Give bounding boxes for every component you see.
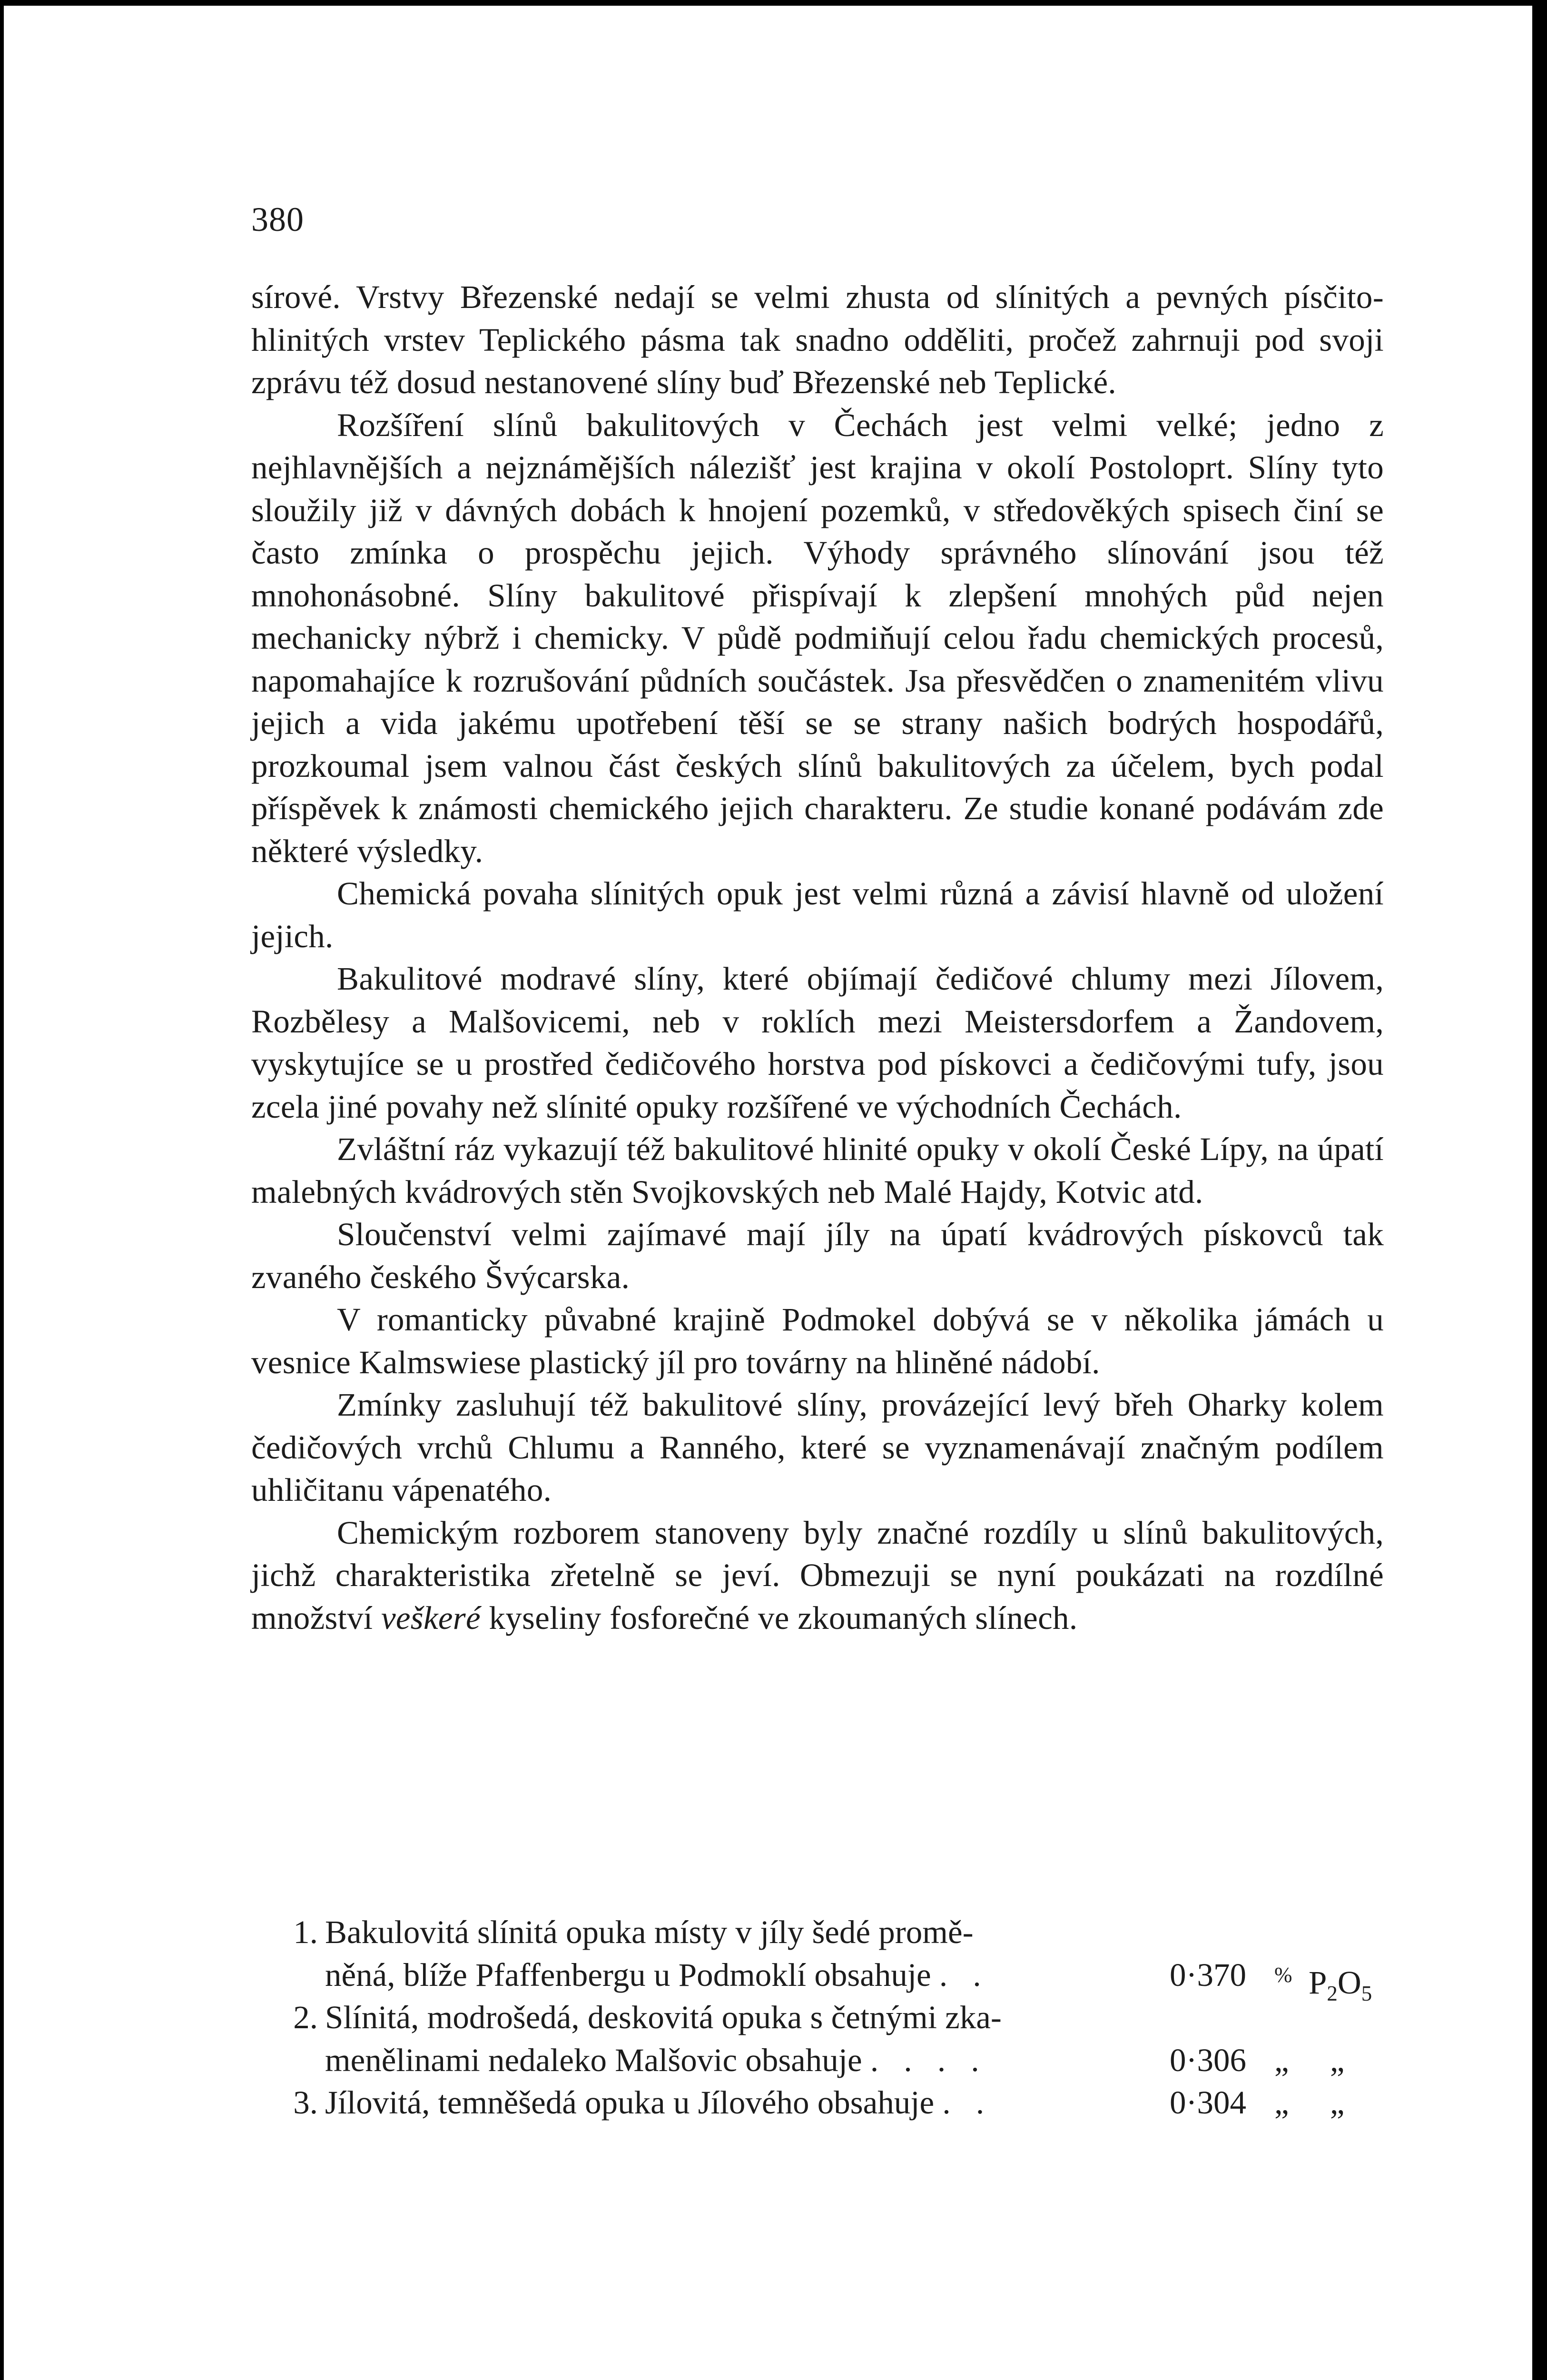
list-item-unit: % $P_2O_5$ [1274, 1963, 1372, 2005]
paragraph-6: Sloučenství velmi zajímavé mají jíly na úpatí kvádrových pískovců tak zvaného českého Švýcarska. [251, 1216, 1384, 1295]
leader-dots: . . [939, 1956, 990, 1993]
paragraph-4: Bakulitové modravé slíny, které objímají čedičové chlumy mezi Jílovem, Rozbělesy a Malšovicemi, neb v roklích mezi Meistersdorfem a Žandovem, vyskytujíce se u prostřed čedičového horstva pod pískovci a čedičovými tufy, jsou zcela jiné povahy než slínité opuky rozšířené ve východních Čechách. [251, 961, 1384, 1125]
list-item [251, 1996, 1384, 2082]
list-item-line: menělinami nedaleko Malšovic obsahuje . . . . [325, 2042, 988, 2078]
paragraph-1: sírové. Vrstvy Březenské nedají se velmi zhusta od slínitých a pevných písčito-hlinitých vrstev Teplického pásma tak snadno odděliti, pročež zahrnuji pod svoji zprávu též dosud nestanovené slíny buď Březenské neb Teplické. [251, 279, 1384, 400]
page-number: 380 [251, 200, 304, 238]
leader-dots: . . [942, 2084, 993, 2121]
paragraph-7: V romanticky půvabné krajině Podmokel dobývá se v několika jámách u vesnice Kalmswiese plastický jíl pro továrny na hliněné nádobí. [251, 1301, 1384, 1380]
list-item [251, 2082, 1384, 2124]
paragraph-3: Chemická povaha slínitých opuk jest velmi různá a závisí hlavně od uložení jejich. [251, 875, 1384, 954]
paragraph-9 [251, 1512, 1384, 1640]
list-item-number: 2. [293, 1999, 318, 2035]
leader-dots: . . . . [870, 2042, 988, 2078]
list-item-unit: „ „ [1274, 2042, 1345, 2078]
list-item-line: Slínitá, modrošedá, deskovitá opuka s četnými zka- [325, 1999, 1002, 2035]
list-item-number: 3. [293, 2084, 318, 2121]
list-item-description [325, 1911, 1196, 1996]
list-item-line: Bakulovitá slínitá opuka místy v jíly šedé promě- [325, 1914, 974, 1950]
list-item-value: 0·370 [1170, 1956, 1246, 1993]
paragraph-9-after: kyseliny fosforečné ve zkoumaných slínech. [480, 1599, 1078, 1636]
list-item-description [325, 2082, 1196, 2124]
list-item-line: Jílovitá, temněšedá opuka u Jílového obsahuje . . [325, 2084, 993, 2121]
paragraph-9-before: Chemickým rozborem stanoveny byly značné rozdíly u slínů bakulitových, jichž charakteristika zřetelně se jeví. Obmezuji se nyní poukázati na rozdílné množství [251, 1514, 1384, 1636]
body-text [251, 276, 1384, 1639]
paragraph-5: Zvláštní ráz vykazují též bakulitové hlinité opuky v okolí České Lípy, na úpatí malebných kvádrových stěn Svojkovských neb Malé Hajdy, Kotvic atd. [251, 1131, 1384, 1210]
list-item-number: 1. [293, 1914, 318, 1950]
list-item-value: 0·304 [1170, 2084, 1246, 2121]
list-item [251, 1911, 1384, 2005]
list-item-value: 0·306 [1170, 2042, 1246, 2078]
list-item-line: něná, blíže Pfaffenbergu u Podmoklí obsahuje . . [325, 1956, 990, 1993]
list-item-unit: „ „ [1274, 2084, 1345, 2121]
paragraph-9-emphasis: veškeré [381, 1599, 481, 1636]
paragraph-2: Rozšíření slínů bakulitových v Čechách jest velmi velké; jedno z nejhlavnějších a nejznámějších nálezišť jest krajina v okolí Postoloprt. Slíny tyto sloužily již v dávných dobách k hnojení pozemků, v středověkých spisech činí se často zmínka o prospěchu jejich. Výhody správného slínování jsou též mnohonásobné. Slíny bakulitové přispívají k zlepšení mnohých půd nejen mechanicky nýbrž i chemicky. V půdě podmiňují celou řadu chemických procesů, napomahajíce k rozrušování půdních součástek. Jsa přesvědčen o znamenitém vlivu jejich a vida jakému upotřebení těší se se strany našich bodrých hospodářů, prozkoumal jsem valnou část českých slínů bakulitových za účelem, bych podal příspěvek k známosti chemického jejich charakteru. Ze studie konané podávám zde některé výsledky. [251, 407, 1384, 869]
list-item-description [325, 1996, 1196, 2082]
paragraph-8: Zmínky zasluhují též bakulitové slíny, provázející levý břeh Oharky kolem čedičových vrchů Chlumu a Ranného, které se vyznamenávají značným podílem uhličitanu vápenatého. [251, 1387, 1384, 1508]
phosphoric-acid-list [251, 1911, 1384, 2124]
